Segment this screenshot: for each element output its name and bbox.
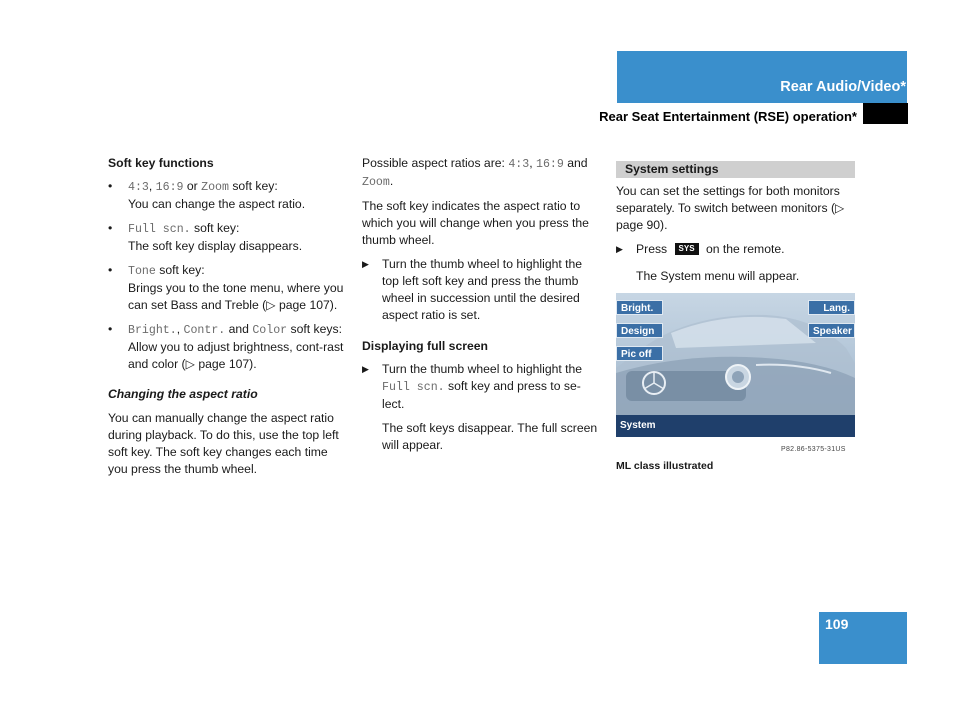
text: ,: [176, 322, 184, 336]
page-number: 109: [825, 616, 849, 632]
step-text: Turn the thumb wheel to highlight the: [382, 362, 583, 376]
column-left: [108, 155, 348, 485]
text: soft keys:: [287, 322, 343, 336]
step-text: soft key and press to se-lect.: [382, 379, 581, 411]
heading-displaying-full-screen: Displaying full screen: [362, 339, 488, 353]
step-text: on the remote.: [702, 242, 785, 256]
soft-key-speaker: Speaker: [808, 323, 855, 338]
code-text: Tone: [128, 265, 156, 278]
list-item: [108, 262, 348, 314]
paragraph: [362, 155, 602, 191]
step-text: Press: [636, 242, 671, 256]
bullet-glyph: •: [108, 322, 113, 336]
sys-button-icon: SYS: [675, 243, 699, 255]
soft-key-pic-off: Pic off: [616, 346, 663, 361]
chapter-title: Rear Audio/Video*: [780, 79, 906, 95]
arrow-icon: ▶: [362, 364, 369, 374]
bullet-description: Allow you to adjust brightness, cont-rast and color (▷ page 107).: [128, 340, 344, 371]
instruction-step: [362, 256, 602, 324]
bullet-description: The soft key display disappears.: [128, 239, 303, 253]
bullet-description: Brings you to the tone menu, where you can set Bass and Treble (▷ page 107).: [128, 281, 344, 312]
code-text: 4:3: [128, 181, 149, 194]
figure-code: P82.86-5375-31US: [781, 446, 846, 453]
heading-soft-key-functions: Soft key functions: [108, 156, 214, 170]
paragraph: You can set the settings for both monitors separately. To switch between monitors (▷ page 90).: [616, 184, 845, 232]
step-text: Turn the thumb wheel to highlight the top left soft key and press the thumb wheel in succession until the desired aspect ratio is set.: [382, 257, 583, 322]
text: ,: [148, 179, 156, 193]
code-text: Bright.: [128, 324, 177, 337]
code-text: Full scn.: [128, 223, 191, 236]
code-text: 16:9: [535, 158, 564, 171]
code-text: 16:9: [155, 181, 184, 194]
list-item: [108, 220, 348, 255]
section-bar-system-settings: System settings: [616, 161, 855, 178]
step-result: The soft keys disappear. The full screen will appear.: [382, 421, 598, 452]
instruction-step: [616, 241, 856, 258]
text: soft key:: [228, 179, 278, 193]
list-item: [108, 321, 348, 373]
soft-key-design: Design: [616, 323, 663, 338]
section-title: Rear Seat Entertainment (RSE) operation*: [599, 109, 857, 124]
text: or: [183, 179, 202, 193]
text: ,: [529, 156, 536, 170]
arrow-icon: ▶: [362, 259, 369, 269]
system-menu-screen-illustration: [616, 293, 855, 437]
bullet-glyph: •: [108, 179, 113, 193]
screen-menu-label: System: [616, 415, 855, 437]
column-right: [616, 161, 856, 292]
code-text: Zoom: [362, 176, 390, 189]
text: and: [225, 322, 253, 336]
arrow-icon: ▶: [616, 244, 623, 254]
column-middle: [362, 155, 602, 461]
text: soft key:: [155, 263, 205, 277]
soft-key-bright: Bright.: [616, 300, 663, 315]
figure-caption: ML class illustrated: [616, 460, 714, 472]
bullet-glyph: •: [108, 221, 113, 235]
section-marker: [863, 103, 908, 124]
text: .: [389, 174, 394, 188]
code-text: 4:3: [508, 158, 530, 171]
list-item: [108, 178, 348, 213]
subheading-changing-aspect-ratio: Changing the aspect ratio: [108, 387, 258, 401]
code-text: Color: [252, 324, 288, 337]
text: soft key:: [190, 221, 240, 235]
text: and: [563, 156, 588, 170]
code-text: Zoom: [201, 181, 229, 194]
paragraph: The soft key indicates the aspect ratio to which you will change when you press the thumb wheel.: [362, 199, 589, 247]
code-text: Contr.: [183, 324, 226, 337]
instruction-step: [362, 361, 602, 413]
bullet-description: You can change the aspect ratio.: [128, 197, 306, 211]
code-text: Full scn.: [382, 381, 445, 394]
bullet-glyph: •: [108, 263, 113, 277]
soft-key-lang: Lang.: [808, 300, 855, 315]
paragraph: You can manually change the aspect ratio during playback. To do this, use the top left soft key. The soft key changes each time you press the thumb wheel.: [108, 411, 339, 476]
text: Possible aspect ratios are:: [362, 156, 509, 170]
step-result: The System menu will appear.: [636, 269, 800, 283]
